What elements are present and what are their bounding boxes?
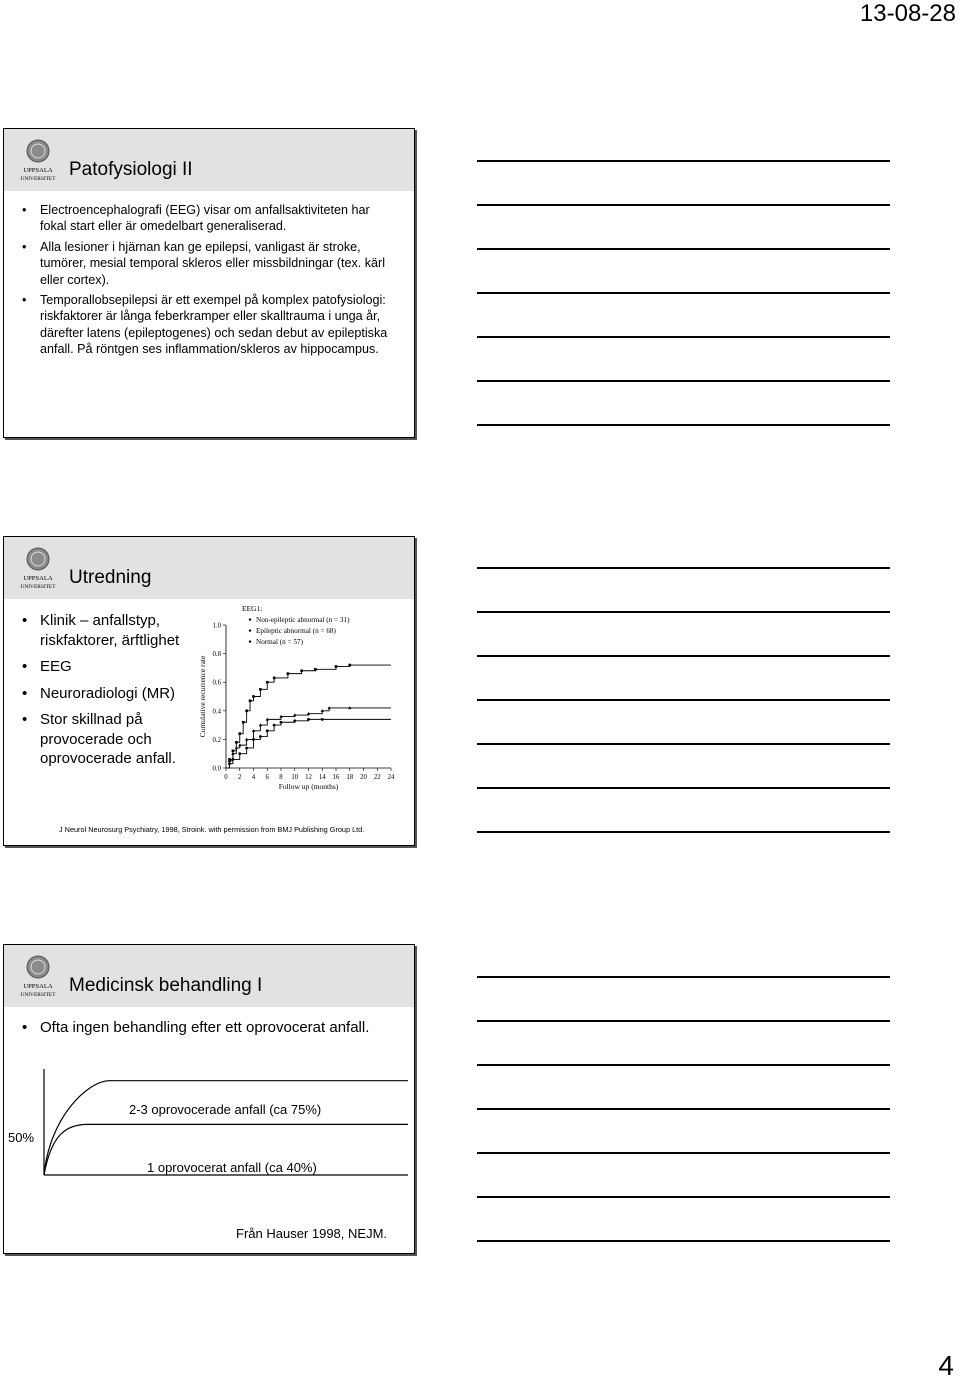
uppsala-university-logo-icon (12, 953, 64, 1001)
chart-point (307, 718, 310, 721)
note-line (477, 655, 890, 657)
chart-legend-bullet (249, 629, 251, 631)
note-line (477, 1064, 890, 1066)
chart-x-tick-label: 16 (332, 774, 340, 781)
svg-text:UPPSALA: UPPSALA (23, 575, 53, 582)
chart-point (231, 758, 234, 761)
slide-header (4, 129, 414, 191)
chart-x-tick-label: 18 (346, 774, 354, 781)
bullet-item: • Ofta ingen behandling efter ett oprovocerat anfall. (22, 1018, 392, 1038)
note-line (477, 204, 890, 206)
slide-patofysiologi (3, 128, 415, 438)
chart-point (314, 668, 317, 671)
chart-x-axis-label: Follow up (months) (278, 782, 339, 791)
page-number: 4 (938, 1350, 954, 1381)
chart-point (238, 732, 241, 735)
chart-point (242, 721, 245, 724)
chart-point (273, 677, 276, 680)
chart-x-tick-label: 20 (360, 774, 367, 781)
note-line (477, 1108, 890, 1110)
slide-title: Patofysiologi II (69, 159, 193, 180)
note-line (477, 424, 890, 426)
uppsala-university-logo-icon (12, 137, 64, 185)
note-line (477, 743, 890, 745)
slide-header (4, 537, 414, 599)
chart-legend-bullet (249, 618, 251, 620)
chart-point (249, 699, 252, 702)
slide-header (4, 945, 414, 1007)
note-line (477, 1020, 890, 1022)
chart-x-tick-label: 22 (373, 774, 381, 781)
bullet-list (22, 202, 392, 362)
svg-text:UPPSALA: UPPSALA (23, 167, 53, 174)
chart-point (300, 669, 303, 672)
chart-legend-entry: Normal (n = 57) (256, 638, 303, 646)
chart-point (335, 665, 338, 668)
chart-point (259, 735, 262, 738)
source-reference: J Neurol Neurosurg Psychiatry, 1998, Stroink. with permission from BMJ Publishing Group Ltd. (59, 825, 365, 834)
chart-point (266, 681, 269, 684)
chart-y-tick-label: 0.8 (212, 651, 221, 659)
bullet-list (22, 611, 197, 776)
chart-x-tick-label: 6 (265, 774, 269, 781)
slide-title: Utredning (69, 567, 152, 588)
chart-point (235, 741, 238, 744)
bullet-item: • Alla lesioner i hjärnan kan ge epilepsi, vanligast är stroke, tumörer, mesial temporal skleros eller missbildningar (tex. kärl eller cortex). (22, 239, 392, 288)
chart-point (245, 747, 248, 750)
chart-y-tick-label: 0.2 (212, 736, 221, 744)
chart-x-tick-label: 0 (224, 774, 228, 781)
chart-point (280, 721, 283, 724)
chart-point (287, 672, 290, 675)
chart-y-axis-label: Cumulative recurrence rate (198, 655, 207, 738)
note-line (477, 831, 890, 833)
chart-x-tick-label: 14 (318, 774, 326, 781)
chart-point (252, 695, 255, 698)
bullet-item: • Klinik – anfallstyp, riskfaktorer, ärftlighet (22, 611, 197, 650)
note-line (477, 1152, 890, 1154)
chart-legend-entry: Epileptic abnormal (n = 68) (256, 627, 336, 635)
note-line (477, 976, 890, 978)
bullet-item: • Neuroradiologi (MR) (22, 684, 197, 704)
chart-point (252, 738, 255, 741)
chart-y-tick-label: 0.4 (212, 708, 221, 716)
note-line (477, 787, 890, 789)
figure-axis-label: 50% (8, 1130, 35, 1145)
note-line (477, 567, 890, 569)
slide-title: Medicinsk behandling I (69, 975, 263, 996)
chart-y-tick-label: 0.0 (212, 765, 221, 773)
slide-utredning (3, 536, 415, 846)
upper-curve-label: 2-3 oprovocerade anfall (ca 75%) (129, 1102, 322, 1117)
treatment-figure (4, 1065, 410, 1195)
chart-legend-title: EEG1: (242, 604, 263, 613)
chart-x-tick-label: 24 (387, 774, 395, 781)
note-line (477, 611, 890, 613)
uppsala-university-logo-icon (12, 545, 64, 593)
chart-point (228, 762, 231, 765)
chart-x-tick-label: 10 (291, 774, 299, 781)
note-line (477, 248, 890, 250)
bullet-item: • Temporallobsepilepsi är ett exempel på komplex patofysiologi: riskfaktorer är långa feberkramper eller skalltrauma i unga år, därefter latens (epileptogenes) och sedan debut av epileptiska anfall. På röntgen ses inflammation/skleros av hippocampus. (22, 292, 392, 358)
recurrence-chart (199, 603, 399, 789)
bullet-list (22, 1018, 392, 1038)
chart-series-line-1 (226, 665, 391, 768)
chart-point (259, 688, 262, 691)
svg-text:UPPSALA: UPPSALA (23, 983, 53, 990)
chart-point (348, 664, 351, 667)
chart-point (232, 750, 235, 753)
note-line (477, 1240, 890, 1242)
chart-y-tick-label: 1.0 (212, 622, 221, 630)
note-line (477, 380, 890, 382)
chart-point (321, 718, 324, 721)
figure-citation: Från Hauser 1998, NEJM. (236, 1226, 388, 1241)
slide-medicinsk-behandling (3, 944, 415, 1254)
chart-series-line-3 (226, 719, 391, 768)
chart-x-tick-label: 12 (305, 774, 312, 781)
chart-point (245, 710, 248, 713)
note-line (477, 160, 890, 162)
svg-text:UNIVERSITET: UNIVERSITET (20, 584, 56, 590)
lower-curve-label: 1 oprovocerat anfall (ca 40%) (147, 1160, 317, 1175)
chart-series-line-2 (226, 708, 391, 768)
chart-legend-bullet (249, 640, 251, 642)
note-line (477, 336, 890, 338)
chart-x-tick-label: 8 (279, 774, 283, 781)
chart-point (273, 724, 276, 727)
note-line (477, 292, 890, 294)
svg-text:UNIVERSITET: UNIVERSITET (20, 992, 56, 998)
chart-point (293, 719, 296, 722)
bullet-item: • Electroencephalografi (EEG) visar om anfallsaktiviteten har fokal start eller är omedelbart generaliserad. (22, 202, 392, 235)
chart-legend-entry: Non-epileptic abnormal (n = 31) (256, 616, 350, 624)
note-line (477, 699, 890, 701)
bullet-item: • EEG (22, 657, 197, 677)
chart-x-tick-label: 4 (251, 774, 256, 781)
chart-y-tick-label: 0.6 (212, 679, 221, 687)
chart-x-tick-label: 2 (238, 774, 242, 781)
note-line (477, 1196, 890, 1198)
chart-point (238, 752, 241, 755)
page-date: 13-08-28 (859, 0, 956, 27)
chart-point (266, 729, 269, 732)
svg-text:UNIVERSITET: UNIVERSITET (20, 176, 56, 182)
bullet-item: • Stor skillnad på provocerade och oprovocerade anfall. (22, 710, 197, 769)
